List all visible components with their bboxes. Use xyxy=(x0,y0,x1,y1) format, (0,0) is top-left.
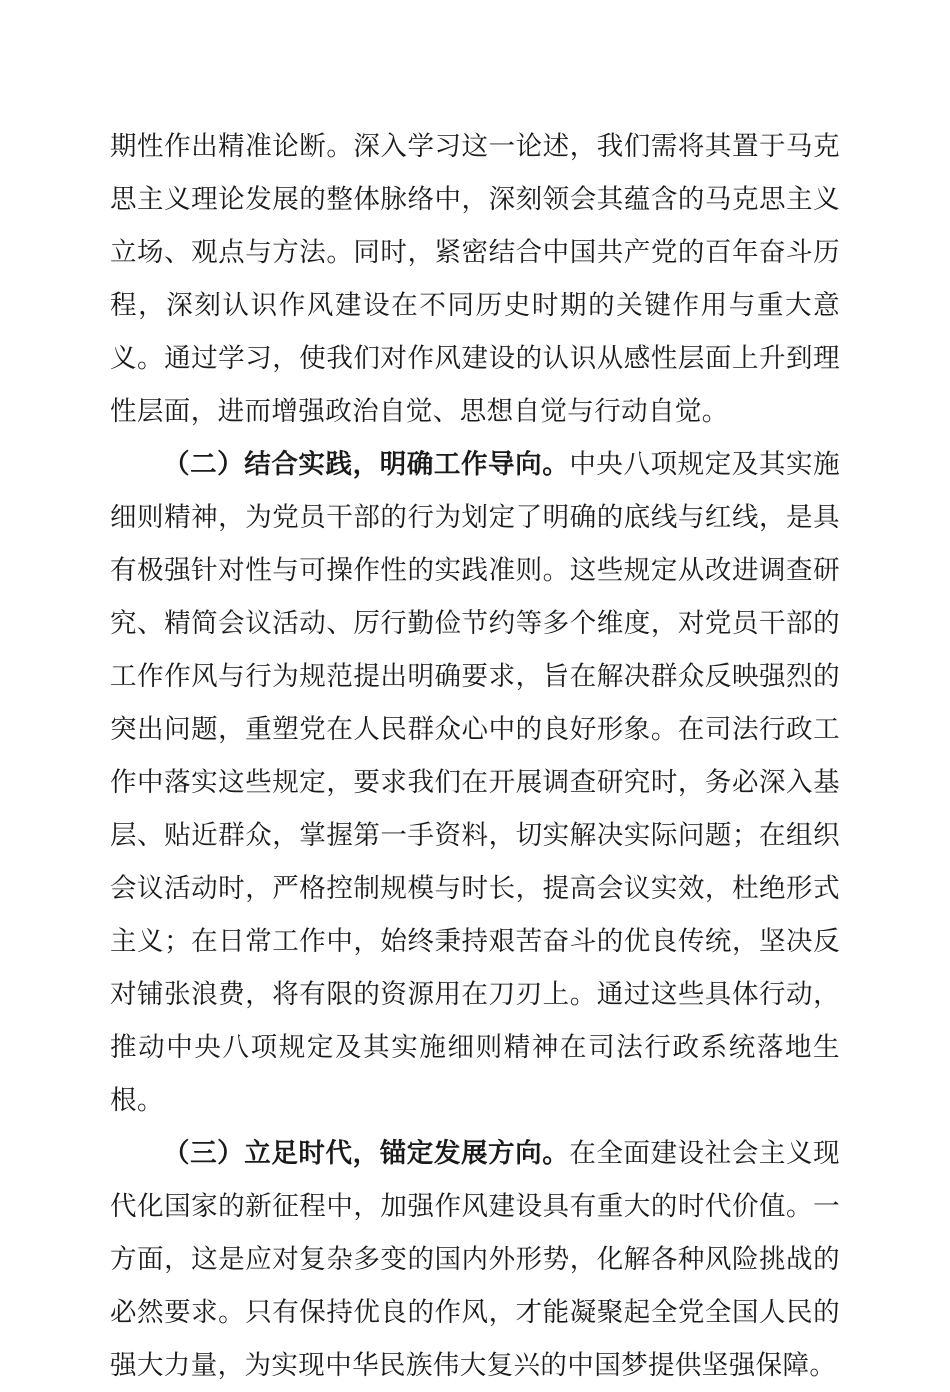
paragraph-lead-label: （三）立足时代，锚定发展方向。 xyxy=(163,1138,570,1169)
paragraph-text: 中央八项规定及其实施细则精神，为党员干部的行为划定了明确的底线与红线，是具有极强针对性与可操作性的实践准则。这些规定从改进调查研究、精简会议活动、厉行勤俭节约等多个维度，对党员干部的工作作风与行为规范提出明确要求，旨在解决群众反映强烈的突出问题，重塑党在人民群众心中的良好形象。在司法行政工作中落实这些规定，要求我们在开展调查研究时，务必深入基层、贴近群众，掌握第一手资料，切实解决实际问题；在组织会议活动时，严格控制规模与时长，提高会议实效，杜绝形式主义；在日常工作中，始终秉持艰苦奋斗的优良传统，坚决反对铺张浪费，将有限的资源用在刀刃上。通过这些具体行动，推动中央八项规定及其实施细则精神在司法行政系统落地生根。 xyxy=(110,449,840,1116)
paragraph-section-three xyxy=(110,1127,840,1392)
paragraph-text: 在全面建设社会主义现代化国家的新征程中，加强作风建设具有重大的时代价值。一方面，这是应对复杂多变的国内外形势，化解各种风险挑战的必然要求。只有保持优良的作风，才能凝聚起全党全国人民的强大力量，为实现中华民族伟大复兴的中国梦提供坚强保障。 xyxy=(110,1138,840,1381)
paragraph-section-two xyxy=(110,438,840,1127)
paragraph-text: 期性作出精准论断。深入学习这一论述，我们需将其置于马克思主义理论发展的整体脉络中，深刻领会其蕴含的马克思主义立场、观点与方法。同时，紧密结合中国共产党的百年奋斗历程，深刻认识作风建设在不同历史时期的关键作用与重大意义。通过学习，使我们对作风建设的认识从感性层面上升到理性层面，进而增强政治自觉、思想自觉与行动自觉。 xyxy=(110,131,840,427)
document-body xyxy=(110,120,840,1392)
paragraph-continued xyxy=(110,120,840,438)
paragraph-lead-label: （二）结合实践，明确工作导向。 xyxy=(163,449,570,480)
